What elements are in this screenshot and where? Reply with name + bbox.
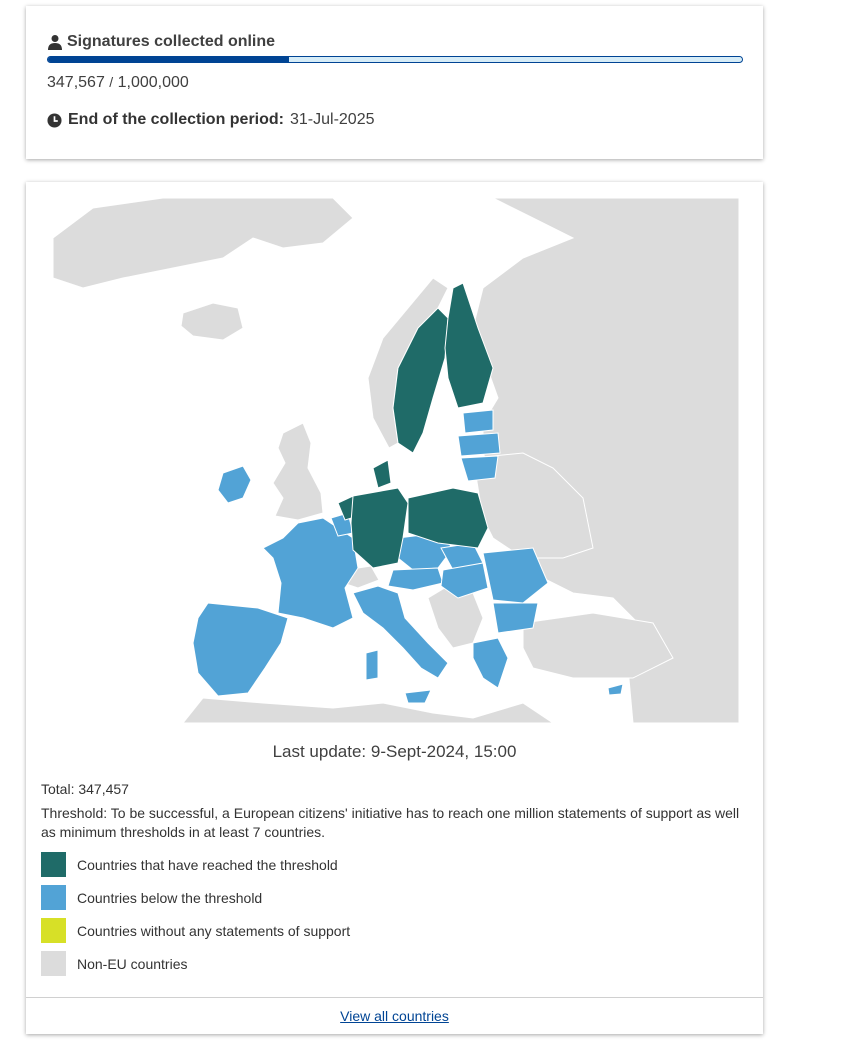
person-icon [47, 34, 63, 50]
legend-label-non-eu: Non-EU countries [77, 955, 188, 972]
cyprus-shape [608, 684, 623, 695]
map-last-update: Last update: 9-Sept-2024, 15:00 [272, 742, 517, 761]
legend-swatch-reached [41, 852, 66, 877]
signatures-separator: / [109, 74, 114, 90]
estonia-shape [463, 410, 493, 433]
legend-swatch-non-eu [41, 951, 66, 976]
legend-item-below [41, 885, 350, 910]
collection-end [47, 111, 375, 129]
denmark-shape [373, 460, 391, 488]
bulgaria-shape [493, 603, 538, 633]
sicily-shape [405, 690, 431, 703]
signatures-goal: 1,000,000 [117, 74, 189, 91]
austria-shape [388, 568, 443, 590]
greenland-shape [53, 198, 353, 288]
spain-shape [193, 603, 288, 696]
signatures-progress-bar [47, 56, 743, 63]
ireland-shape [218, 466, 251, 503]
view-all-countries-link[interactable]: View all countries [340, 1008, 449, 1024]
signatures-count [47, 74, 189, 92]
legend-swatch-none [41, 918, 66, 943]
europe-map-svg [53, 198, 739, 723]
sardinia-shape [366, 650, 378, 680]
turkey-shape [523, 613, 673, 678]
map-card-divider [26, 997, 763, 998]
europe-map[interactable] [53, 198, 739, 723]
legend-item-reached [41, 852, 350, 877]
signatures-title [47, 33, 275, 51]
map-total: Total: 347,457 [41, 781, 129, 797]
collection-end-label: End of the collection period: [68, 111, 284, 128]
iceland-shape [181, 303, 243, 340]
legend-item-non-eu [41, 951, 350, 976]
signatures-progress-fill [48, 57, 289, 62]
africa-shape [183, 698, 553, 723]
signatures-collected: 347,567 [47, 74, 105, 91]
germany-shape [351, 488, 408, 568]
map-legend [41, 852, 350, 984]
map-card [26, 182, 763, 1034]
collection-end-date: 31-Jul-2025 [290, 111, 375, 128]
signatures-card [26, 6, 763, 159]
lithuania-shape [461, 456, 498, 481]
greece-shape [473, 638, 508, 688]
latvia-shape [458, 433, 500, 456]
clock-icon [47, 113, 62, 128]
uk-shape [273, 423, 323, 520]
legend-label-reached: Countries that have reached the threshold [77, 856, 338, 873]
legend-label-none: Countries without any statements of support [77, 922, 351, 939]
legend-label-below: Countries below the threshold [77, 889, 263, 906]
map-threshold-text: Threshold: To be successful, a European citizens' initiative has to reach one million statements of support as well as minimum thresholds in at least 7 countries. [41, 805, 740, 840]
signatures-title-text: Signatures collected online [67, 33, 276, 50]
legend-swatch-below [41, 885, 66, 910]
legend-item-none [41, 918, 350, 943]
